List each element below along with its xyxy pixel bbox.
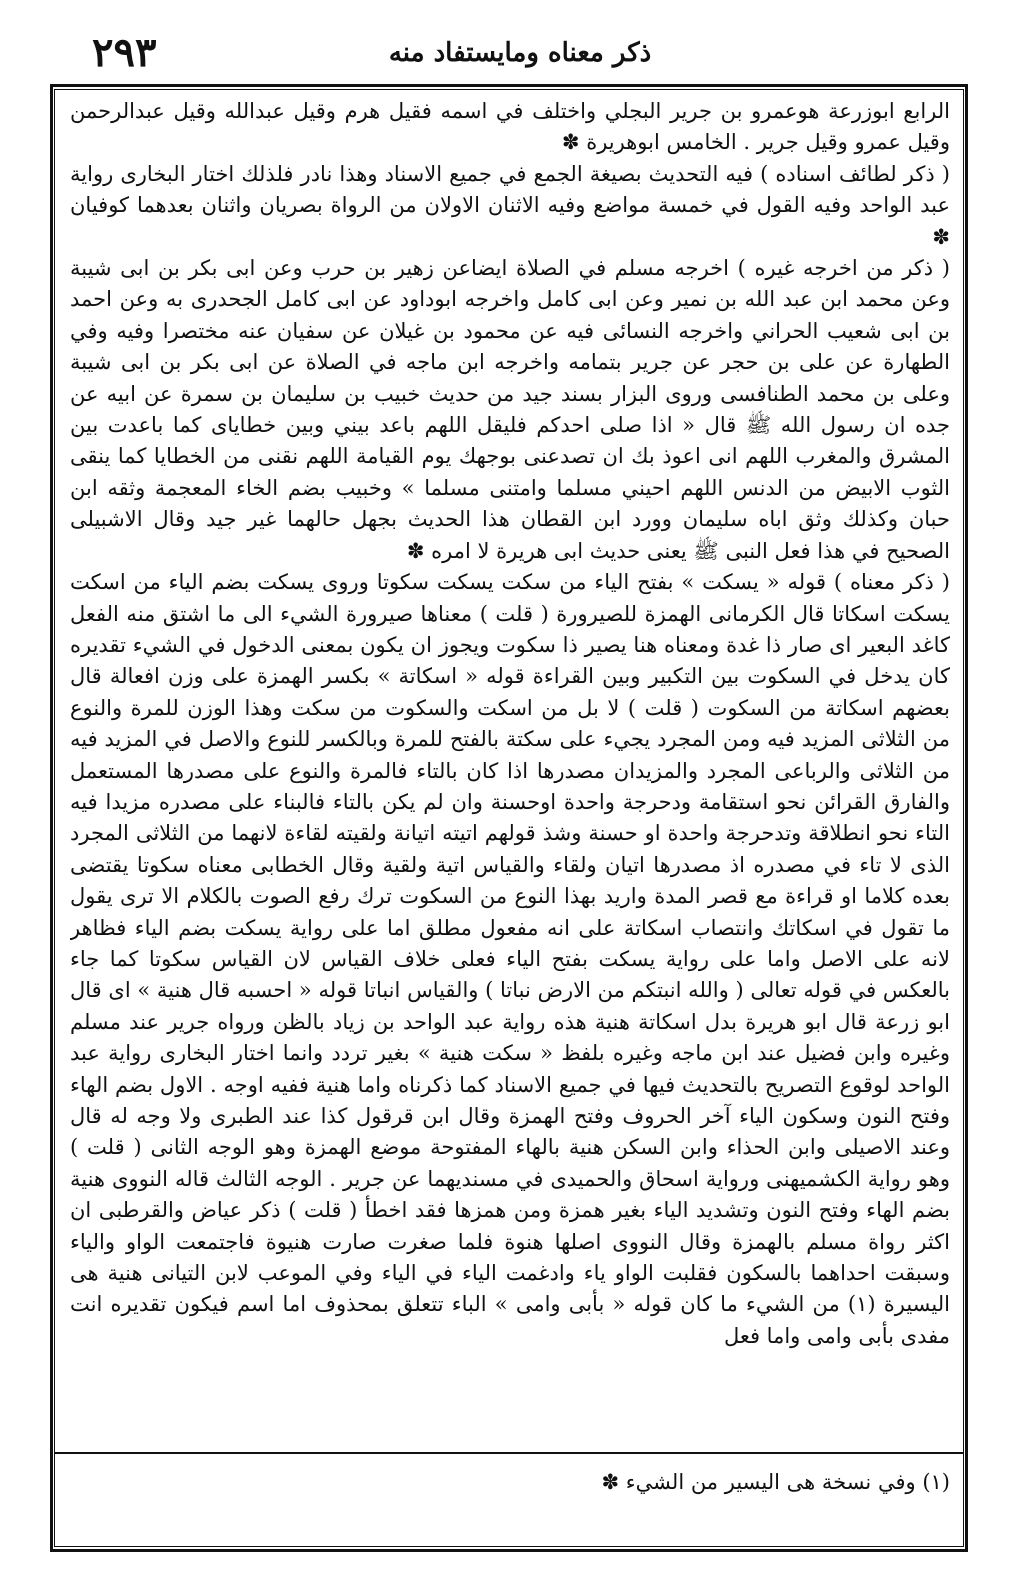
paragraph-who-narrated: ( ذكر من اخرجه غيره ) اخرجه مسلم في الصلاة ايضاعن زهير بن حرب وعن ابى بكر بن ابى شيبة وعن محمد ابن عبد الله بن نمير وعن ابى كامل واخرجه ابوداود عن ابى كامل الجحدرى به وعن احمد بن ابى شعيب الحراني واخرجه النسائى فيه عن محمود بن غيلان عن سفيان عنه مختصرا وفيه وفي الطهارة عن على بن حجر عن جرير بتمامه واخرجه ابن ماجه في الصلاة عن ابى بكر بن ابى شيبة وعلى بن محمد الطنافسى وروى البزار بسند جيد من حديث خبيب بن سليمان بن سمرة عن ابيه عن جده ان رسول الله ﷺ قال « اذا صلى احدكم فليقل اللهم باعد بيني وبين خطاياى كما باعدت بين المشرق والمغرب اللهم انى اعوذ بك ان تصدعنى بوجهك يوم القيامة اللهم نقنى من الخطايا كما ينقى الثوب الابيض من الدنس اللهم احيني مسلما وامتنى مسلما » وخبيب بضم الخاء المعجمة وثقه ابن حبان وكذلك وثق اباه سليمان وورد ابن القطان هذا الحديث بجهل حالهما غير جيد وقال الاشبيلى الصحيح في هذا فعل النبى ﷺ يعنى حديث ابى هريرة لا امره ✽ — [70, 256, 950, 563]
footnote-divider — [54, 1452, 964, 1454]
paragraph-isnad-features: ( ذكر لطائف اسناده ) فيه التحديث بصيغة الجمع في جميع الاسناد وهذا نادر فلذلك اختار البخارى رواية عبد الواحد وفيه القول في خمسة مواضع وفيه الاثنان الاولان من الرواة بصريان واثنان بعدهما كوفيان ✽ — [70, 161, 950, 249]
main-text — [70, 96, 950, 1416]
footnote: (١) وفي نسخة هى اليسير من الشيء ✽ — [601, 1470, 950, 1494]
page-header — [0, 0, 1021, 80]
paragraph-narrator: الرابع ابوزرعة هوعمرو بن جرير البجلي واختلف في اسمه فقيل هرم وقيل عبدالله وقيل عبدالرحمن وقيل عمرو وقيل جرير . الخامس ابوهريرة ✽ — [70, 99, 950, 155]
running-title: ذكر معناه ومايستفاد منه — [388, 38, 652, 68]
page-number: ٢٩٣ — [92, 29, 157, 76]
paragraph-meaning: ( ذكر معناه ) قوله « يسكت » بفتح الياء من سكت يسكت سكوتا وروى يسكت بضم الياء من اسكت يسكت اسكاتا قال الكرمانى الهمزة للصيرورة ( قلت ) معناها صيرورة الشيء الى ما اشتق منه الفعل كاغد البعير اى صار ذا غدة ومعناه هنا يصير ذا سكوت ويجوز ان يكون بمعنى الدخول في الشيء تقديره كان يدخل في السكوت بين التكبير وبين القراءة قوله « اسكاتة » بكسر الهمزة على وزن افعالة قال بعضهم اسكاتة من السكوت ( قلت ) لا بل من اسكت والسكوت من سكت وهذا الوزن للمرة والنوع من الثلاثى المزيد فيه ومن المجرد يجيء على سكتة بالفتح للمرة وبالكسر للنوع والاصل في المزيد فيه من الثلاثى والرباعى المجرد والمزيدان مصدرها اذا كان بالتاء فالمرة والنوع على مصدرها المستعمل والفارق القرائن نحو استقامة ودحرجة واحدة اوحسنة وان لم يكن بالتاء فالبناء على مصدره مزيدا فيه التاء نحو انطلاقة وتدحرجة واحدة او حسنة وشذ قولهم اتيته اتيانة ولقيته لقاءة لانهما من الثلاثى المجرد الذى لا تاء في مصدره اذ مصدرها اتيان ولقاء والقياس اتية ولقية وقال الخطابى معناه سكوتا يقتضى بعده كلاما او قراءة مع قصر المدة واريد بهذا النوع من السكوت ترك رفع الصوت بالكلام الا ترى يقول ما تقول في اسكاتك وانتصاب اسكاتة على انه مفعول مطلق اما على رواية يسكت بضم الياء فظاهر لانه على الاصل واما على رواية يسكت بفتح الياء فعلى خلاف القياس لان القياس سكوتا كما جاء بالعكس في قوله تعالى ( والله انبتكم من الارض نباتا ) والقياس انباتا قوله « احسبه قال هنية » اى قال ابو زرعة قال ابو هريرة بدل اسكاتة هنية هذه رواية عبد الواحد بن زياد بالظن ورواه جرير عند مسلم وغيره وابن فضيل عند ابن ماجه وغيره بلفظ « سكت هنية » بغير تردد وانما اختار البخارى رواية عبد الواحد لوقوع التصريح بالتحديث فيها في جميع الاسناد كما ذكرناه واما هنية ففيه اوجه . الاول بضم الهاء وفتح النون وسكون الياء آخر الحروف وفتح الهمزة وقال ابن قرقول كذا عند الطبرى ولا وجه له قال وعند الاصيلى وابن الحذاء وابن السكن هنية بالهاء المفتوحة موضع الهمزة وهو الوجه الثانى ( قلت ) وهو رواية الكشميهنى ورواية اسحاق والحميدى في مسنديهما عن جرير . الوجه الثالث قاله النووى هنية بضم الهاء وفتح النون وتشديد الياء بغير همزة ومن همزها فقد اخطأ ( قلت ) ذكر عياض والقرطبى ان اكثر رواة مسلم بالهمزة وقال النووى اصلها هنوة فلما صغرت صارت هنيوة فاجتمعت الواو والياء وسبقت احداهما بالسكون فقلبت الواو ياء وادغمت الياء في الياء وفي الموعب لابن التيانى هنية هى اليسيرة (١) من الشيء ما كان قوله « بأبى وامى » الباء تتعلق بمحذوف اما اسم فيكون تقديره انت مفدى بأبى وامى واما فعل — [70, 570, 950, 1348]
